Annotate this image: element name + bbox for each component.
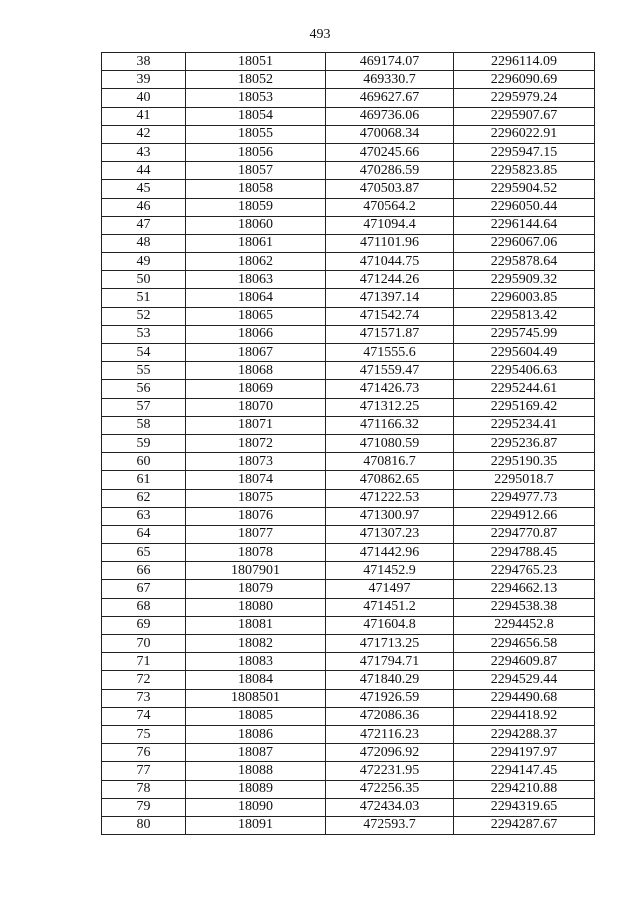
x-coordinate-cell: 470286.59 — [326, 162, 454, 180]
point-id-cell: 18056 — [186, 143, 326, 161]
point-id-cell: 18054 — [186, 107, 326, 125]
point-id-cell: 18055 — [186, 125, 326, 143]
y-coordinate-cell: 2294609.87 — [454, 653, 595, 671]
x-coordinate-cell: 469330.7 — [326, 71, 454, 89]
row-number-cell: 38 — [102, 53, 186, 71]
point-id-cell: 18071 — [186, 416, 326, 434]
y-coordinate-cell: 2294319.65 — [454, 798, 595, 816]
x-coordinate-cell: 472116.23 — [326, 725, 454, 743]
y-coordinate-cell: 2296090.69 — [454, 71, 595, 89]
x-coordinate-cell: 470816.7 — [326, 453, 454, 471]
x-coordinate-cell: 471442.96 — [326, 544, 454, 562]
row-number-cell: 40 — [102, 89, 186, 107]
x-coordinate-cell: 471044.75 — [326, 253, 454, 271]
x-coordinate-cell: 471300.97 — [326, 507, 454, 525]
table-row — [102, 489, 595, 507]
x-coordinate-cell: 471312.25 — [326, 398, 454, 416]
y-coordinate-cell: 2295406.63 — [454, 362, 595, 380]
table-row — [102, 525, 595, 543]
table-row — [102, 707, 595, 725]
y-coordinate-cell: 2294529.44 — [454, 671, 595, 689]
y-coordinate-cell: 2294977.73 — [454, 489, 595, 507]
point-id-cell: 18066 — [186, 325, 326, 343]
row-number-cell: 62 — [102, 489, 186, 507]
x-coordinate-cell: 471397.14 — [326, 289, 454, 307]
table-row — [102, 362, 595, 380]
row-number-cell: 63 — [102, 507, 186, 525]
row-number-cell: 45 — [102, 180, 186, 198]
point-id-cell: 18084 — [186, 671, 326, 689]
point-id-cell: 18073 — [186, 453, 326, 471]
table-row — [102, 71, 595, 89]
y-coordinate-cell: 2294288.37 — [454, 725, 595, 743]
row-number-cell: 48 — [102, 234, 186, 252]
point-id-cell: 18076 — [186, 507, 326, 525]
x-coordinate-cell: 471222.53 — [326, 489, 454, 507]
y-coordinate-cell: 2294452.8 — [454, 616, 595, 634]
row-number-cell: 50 — [102, 271, 186, 289]
table-row — [102, 344, 595, 362]
point-id-cell: 18059 — [186, 198, 326, 216]
y-coordinate-cell: 2295907.67 — [454, 107, 595, 125]
table-row — [102, 398, 595, 416]
y-coordinate-cell: 2295234.41 — [454, 416, 595, 434]
y-coordinate-cell: 2294210.88 — [454, 780, 595, 798]
point-id-cell: 18080 — [186, 598, 326, 616]
row-number-cell: 78 — [102, 780, 186, 798]
point-id-cell: 18089 — [186, 780, 326, 798]
x-coordinate-cell: 470503.87 — [326, 180, 454, 198]
row-number-cell: 52 — [102, 307, 186, 325]
y-coordinate-cell: 2294788.45 — [454, 544, 595, 562]
y-coordinate-cell: 2294418.92 — [454, 707, 595, 725]
point-id-cell: 18070 — [186, 398, 326, 416]
row-number-cell: 42 — [102, 125, 186, 143]
y-coordinate-cell: 2295904.52 — [454, 180, 595, 198]
row-number-cell: 39 — [102, 71, 186, 89]
row-number-cell: 79 — [102, 798, 186, 816]
row-number-cell: 64 — [102, 525, 186, 543]
table-row — [102, 598, 595, 616]
point-id-cell: 18069 — [186, 380, 326, 398]
table-row — [102, 289, 595, 307]
point-id-cell: 18085 — [186, 707, 326, 725]
table-row — [102, 762, 595, 780]
x-coordinate-cell: 471555.6 — [326, 344, 454, 362]
y-coordinate-cell: 2296050.44 — [454, 198, 595, 216]
y-coordinate-cell: 2294287.67 — [454, 816, 595, 834]
row-number-cell: 60 — [102, 453, 186, 471]
table-row — [102, 107, 595, 125]
row-number-cell: 70 — [102, 635, 186, 653]
point-id-cell: 18088 — [186, 762, 326, 780]
row-number-cell: 76 — [102, 744, 186, 762]
x-coordinate-cell: 471244.26 — [326, 271, 454, 289]
table-row — [102, 198, 595, 216]
table-row — [102, 271, 595, 289]
x-coordinate-cell: 470564.2 — [326, 198, 454, 216]
row-number-cell: 75 — [102, 725, 186, 743]
y-coordinate-cell: 2294490.68 — [454, 689, 595, 707]
row-number-cell: 74 — [102, 707, 186, 725]
point-id-cell: 18061 — [186, 234, 326, 252]
table-row — [102, 53, 595, 71]
x-coordinate-cell: 471604.8 — [326, 616, 454, 634]
table-row — [102, 780, 595, 798]
table-row — [102, 471, 595, 489]
y-coordinate-cell: 2295745.99 — [454, 325, 595, 343]
table-row — [102, 798, 595, 816]
y-coordinate-cell: 2296114.09 — [454, 53, 595, 71]
point-id-cell: 18060 — [186, 216, 326, 234]
point-id-cell: 18082 — [186, 635, 326, 653]
y-coordinate-cell: 2294770.87 — [454, 525, 595, 543]
point-id-cell: 18052 — [186, 71, 326, 89]
table-row — [102, 234, 595, 252]
point-id-cell: 18077 — [186, 525, 326, 543]
x-coordinate-cell: 472231.95 — [326, 762, 454, 780]
row-number-cell: 53 — [102, 325, 186, 343]
x-coordinate-cell: 471094.4 — [326, 216, 454, 234]
point-id-cell: 18081 — [186, 616, 326, 634]
x-coordinate-cell: 472256.35 — [326, 780, 454, 798]
point-id-cell: 18051 — [186, 53, 326, 71]
table-row — [102, 635, 595, 653]
x-coordinate-cell: 470245.66 — [326, 143, 454, 161]
point-id-cell: 18074 — [186, 471, 326, 489]
table-row — [102, 162, 595, 180]
table-row — [102, 580, 595, 598]
table-row — [102, 562, 595, 580]
y-coordinate-cell: 2295244.61 — [454, 380, 595, 398]
table-row — [102, 307, 595, 325]
x-coordinate-cell: 472434.03 — [326, 798, 454, 816]
x-coordinate-cell: 469736.06 — [326, 107, 454, 125]
row-number-cell: 73 — [102, 689, 186, 707]
x-coordinate-cell: 471840.29 — [326, 671, 454, 689]
y-coordinate-cell: 2294662.13 — [454, 580, 595, 598]
table-row — [102, 89, 595, 107]
row-number-cell: 67 — [102, 580, 186, 598]
y-coordinate-cell: 2296067.06 — [454, 234, 595, 252]
x-coordinate-cell: 471542.74 — [326, 307, 454, 325]
x-coordinate-cell: 471307.23 — [326, 525, 454, 543]
table-row — [102, 671, 595, 689]
point-id-cell: 18072 — [186, 434, 326, 452]
row-number-cell: 72 — [102, 671, 186, 689]
y-coordinate-cell: 2295979.24 — [454, 89, 595, 107]
y-coordinate-cell: 2294912.66 — [454, 507, 595, 525]
row-number-cell: 44 — [102, 162, 186, 180]
point-id-cell: 18053 — [186, 89, 326, 107]
x-coordinate-cell: 471571.87 — [326, 325, 454, 343]
y-coordinate-cell: 2294765.23 — [454, 562, 595, 580]
y-coordinate-cell: 2296003.85 — [454, 289, 595, 307]
point-id-cell: 18057 — [186, 162, 326, 180]
table-row — [102, 744, 595, 762]
row-number-cell: 68 — [102, 598, 186, 616]
row-number-cell: 77 — [102, 762, 186, 780]
y-coordinate-cell: 2295909.32 — [454, 271, 595, 289]
row-number-cell: 59 — [102, 434, 186, 452]
row-number-cell: 55 — [102, 362, 186, 380]
x-coordinate-cell: 472593.7 — [326, 816, 454, 834]
point-id-cell: 18079 — [186, 580, 326, 598]
x-coordinate-cell: 471713.25 — [326, 635, 454, 653]
row-number-cell: 71 — [102, 653, 186, 671]
table-row — [102, 453, 595, 471]
x-coordinate-cell: 471497 — [326, 580, 454, 598]
row-number-cell: 80 — [102, 816, 186, 834]
y-coordinate-cell: 2296022.91 — [454, 125, 595, 143]
table-row — [102, 325, 595, 343]
row-number-cell: 54 — [102, 344, 186, 362]
point-id-cell: 18083 — [186, 653, 326, 671]
point-id-cell: 18065 — [186, 307, 326, 325]
row-number-cell: 65 — [102, 544, 186, 562]
row-number-cell: 69 — [102, 616, 186, 634]
x-coordinate-cell: 471080.59 — [326, 434, 454, 452]
table-row — [102, 616, 595, 634]
point-id-cell: 18058 — [186, 180, 326, 198]
y-coordinate-cell: 2294197.97 — [454, 744, 595, 762]
table-row — [102, 544, 595, 562]
point-id-cell: 1807901 — [186, 562, 326, 580]
x-coordinate-cell: 471452.9 — [326, 562, 454, 580]
y-coordinate-cell: 2295878.64 — [454, 253, 595, 271]
point-id-cell: 18091 — [186, 816, 326, 834]
point-id-cell: 18062 — [186, 253, 326, 271]
table-row — [102, 725, 595, 743]
y-coordinate-cell: 2295823.85 — [454, 162, 595, 180]
x-coordinate-cell: 472096.92 — [326, 744, 454, 762]
coordinates-table — [101, 52, 595, 835]
table-row — [102, 253, 595, 271]
x-coordinate-cell: 469627.67 — [326, 89, 454, 107]
row-number-cell: 56 — [102, 380, 186, 398]
table-row — [102, 653, 595, 671]
x-coordinate-cell: 471101.96 — [326, 234, 454, 252]
table-row — [102, 143, 595, 161]
point-id-cell: 18086 — [186, 725, 326, 743]
table-row — [102, 507, 595, 525]
y-coordinate-cell: 2294656.58 — [454, 635, 595, 653]
point-id-cell: 1808501 — [186, 689, 326, 707]
x-coordinate-cell: 470862.65 — [326, 471, 454, 489]
table-row — [102, 416, 595, 434]
row-number-cell: 58 — [102, 416, 186, 434]
row-number-cell: 57 — [102, 398, 186, 416]
y-coordinate-cell: 2295018.7 — [454, 471, 595, 489]
x-coordinate-cell: 471451.2 — [326, 598, 454, 616]
x-coordinate-cell: 472086.36 — [326, 707, 454, 725]
y-coordinate-cell: 2295813.42 — [454, 307, 595, 325]
row-number-cell: 66 — [102, 562, 186, 580]
x-coordinate-cell: 469174.07 — [326, 53, 454, 71]
point-id-cell: 18063 — [186, 271, 326, 289]
y-coordinate-cell: 2295947.15 — [454, 143, 595, 161]
row-number-cell: 51 — [102, 289, 186, 307]
y-coordinate-cell: 2295604.49 — [454, 344, 595, 362]
table-row — [102, 380, 595, 398]
table-row — [102, 216, 595, 234]
x-coordinate-cell: 471559.47 — [326, 362, 454, 380]
x-coordinate-cell: 471926.59 — [326, 689, 454, 707]
point-id-cell: 18064 — [186, 289, 326, 307]
point-id-cell: 18075 — [186, 489, 326, 507]
y-coordinate-cell: 2296144.64 — [454, 216, 595, 234]
table-row — [102, 125, 595, 143]
coordinates-table-body — [102, 53, 595, 835]
table-row — [102, 816, 595, 834]
row-number-cell: 46 — [102, 198, 186, 216]
y-coordinate-cell: 2295236.87 — [454, 434, 595, 452]
row-number-cell: 41 — [102, 107, 186, 125]
x-coordinate-cell: 470068.34 — [326, 125, 454, 143]
page-number: 493 — [309, 27, 331, 42]
table-row — [102, 180, 595, 198]
row-number-cell: 43 — [102, 143, 186, 161]
x-coordinate-cell: 471166.32 — [326, 416, 454, 434]
table-row — [102, 689, 595, 707]
point-id-cell: 18087 — [186, 744, 326, 762]
y-coordinate-cell: 2294147.45 — [454, 762, 595, 780]
row-number-cell: 49 — [102, 253, 186, 271]
y-coordinate-cell: 2294538.38 — [454, 598, 595, 616]
point-id-cell: 18078 — [186, 544, 326, 562]
point-id-cell: 18068 — [186, 362, 326, 380]
x-coordinate-cell: 471426.73 — [326, 380, 454, 398]
point-id-cell: 18090 — [186, 798, 326, 816]
table-row — [102, 434, 595, 452]
row-number-cell: 47 — [102, 216, 186, 234]
row-number-cell: 61 — [102, 471, 186, 489]
y-coordinate-cell: 2295190.35 — [454, 453, 595, 471]
point-id-cell: 18067 — [186, 344, 326, 362]
x-coordinate-cell: 471794.71 — [326, 653, 454, 671]
y-coordinate-cell: 2295169.42 — [454, 398, 595, 416]
